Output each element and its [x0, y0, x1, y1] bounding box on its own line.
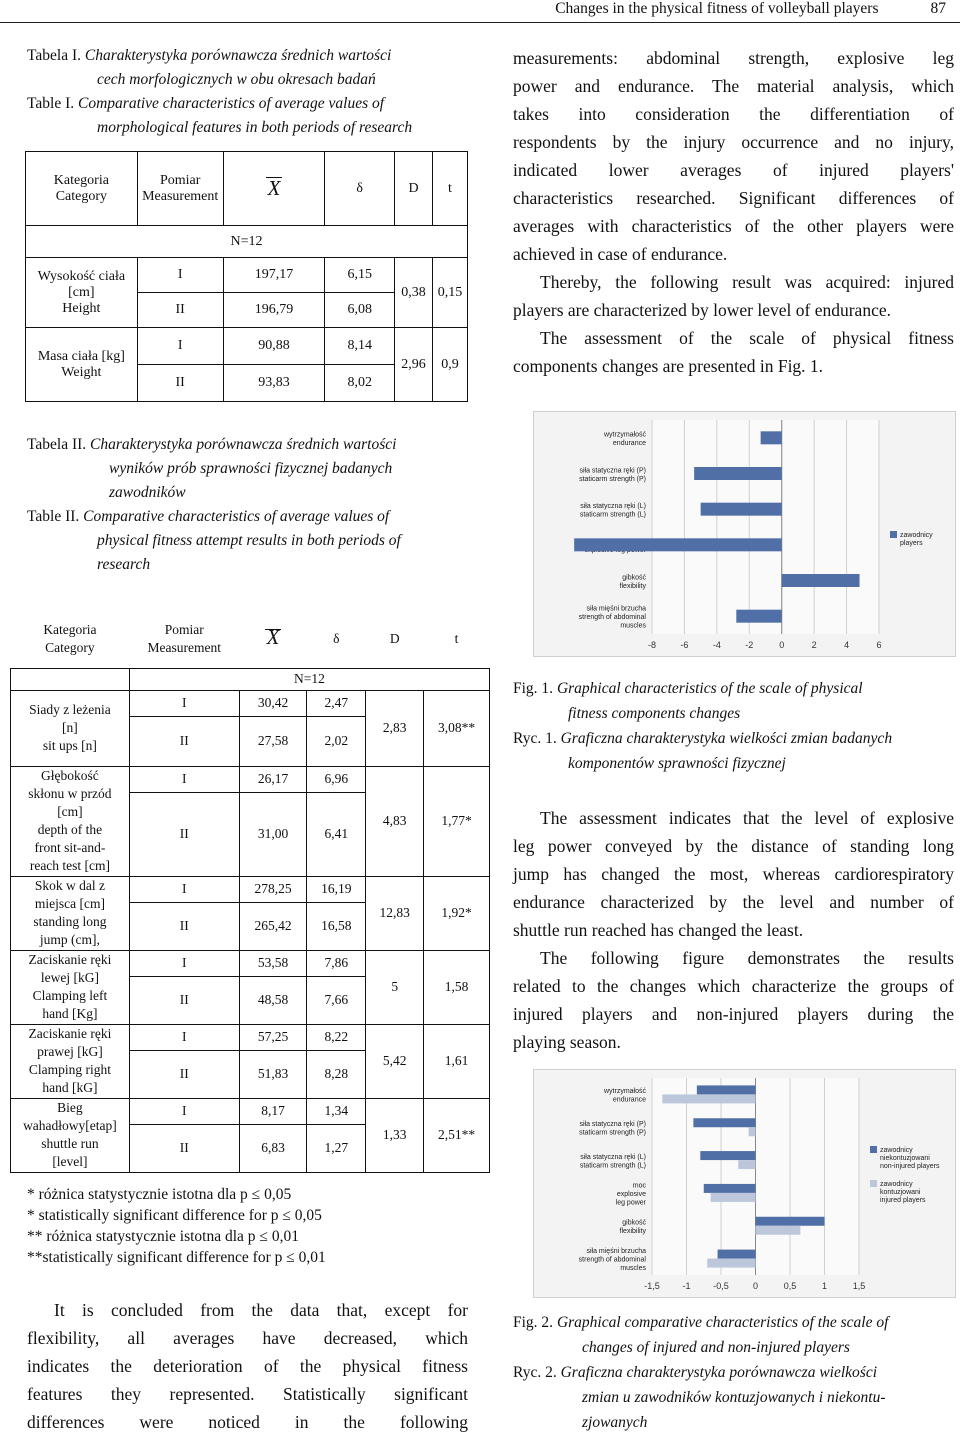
text-line: averages with characteristics of the other players were [513, 216, 954, 236]
category-label: staticarm strength (P) [579, 1129, 646, 1137]
header-rule [0, 22, 960, 23]
cat-line: wahadłowy[etap] [23, 1118, 117, 1133]
x-tick-label: 0 [752, 1281, 759, 1291]
cat-line: hand [kG] [42, 1080, 98, 1095]
sd-value: 6,08 [325, 293, 395, 328]
cat-line: lewej [kG] [40, 970, 99, 985]
category-label: gibkość [622, 1219, 646, 1227]
mean-value: 30,42 [239, 690, 307, 716]
table-row [26, 328, 468, 365]
page-number: 87 [930, 0, 946, 17]
text-line: endurance characterized by the level and number of [513, 892, 954, 912]
right-mid-text [513, 804, 954, 1056]
text-line: flexibility, all averages have decreased, which [27, 1328, 468, 1348]
category-label: staticarm strength (L) [579, 1162, 646, 1170]
table2-col-t: t [424, 610, 490, 668]
legend-swatch [890, 531, 897, 538]
table-row [11, 1098, 490, 1124]
mean-value: 48,58 [239, 976, 307, 1024]
table1-col-measure-pl: Pomiar [159, 172, 201, 188]
table2-header-row [11, 610, 490, 668]
category-label: wytrzymałość [603, 431, 646, 439]
table2-col-measure-en: Measurement [147, 639, 221, 655]
text-line: related to the changes which characterize the groups of [513, 976, 954, 996]
category-label: muscles [620, 622, 646, 630]
mean-value: 31,00 [239, 792, 307, 876]
cat-line: Wysokość ciała [37, 268, 126, 284]
cat-line: reach test [cm] [29, 858, 111, 873]
text-line: takes into consideration the differentiation of [513, 104, 954, 124]
d-value: 2,83 [366, 690, 424, 766]
mean-value: 26,17 [239, 766, 307, 792]
sd-value: 2,47 [307, 690, 366, 716]
category-label: wytrzymałość [603, 1088, 646, 1096]
d-value: 2,96 [395, 328, 433, 402]
table2-caption-en-1: Comparative characteristics of average values of [83, 508, 390, 525]
table1-col-mean [223, 152, 325, 226]
legend-label: niekontuzjowani [880, 1155, 930, 1162]
running-title: Changes in the physical fitness of volleyball players [555, 0, 879, 17]
text-line: Thereby, the following result was acquired: injured [540, 272, 954, 292]
x-tick-label: 0,5 [783, 1281, 797, 1291]
bar [782, 574, 860, 587]
period: I [137, 258, 223, 293]
t-value: 1,92* [424, 876, 490, 950]
text-line: players are characterized by lower level of endurance. [513, 300, 891, 320]
text-line: achieved in case of endurance. [513, 244, 728, 264]
t-value: 3,08** [424, 690, 490, 766]
legend-label: non-injured players [880, 1163, 940, 1170]
fig1-caption-en-prefix: Fig. 1. [513, 680, 554, 697]
category-label: flexibility [619, 582, 646, 590]
sd-value: 6,96 [307, 766, 366, 792]
period: I [129, 690, 239, 716]
table2 [10, 610, 490, 1173]
figure2 [533, 1069, 956, 1298]
d-value: 5,42 [366, 1024, 424, 1098]
bar [700, 1151, 755, 1160]
table1-col-category-pl: Kategoria [53, 172, 109, 188]
legend-label: zawodnicy [900, 532, 933, 539]
right-top-text [513, 44, 954, 380]
sd-value: 16,19 [307, 876, 366, 902]
period: II [137, 293, 223, 328]
text-line: playing season. [513, 1032, 621, 1052]
x-tick-label: 1,5 [852, 1281, 866, 1291]
bar [574, 538, 782, 551]
left-bottom-text [27, 1296, 468, 1436]
category-label: flexibility [619, 1228, 646, 1235]
text-line: power and endurance. The material analysis, which [513, 76, 954, 96]
bar [704, 1184, 756, 1193]
table2-col-measure-pl: Pomiar [164, 621, 204, 637]
footnote: * różnica statystycznie istotna dla p ≤ 0,05 [27, 1186, 292, 1203]
table2-col-delta: δ [307, 610, 366, 668]
table-row [11, 690, 490, 716]
category-label: siła statyczna ręki (P) [579, 467, 646, 475]
period: I [129, 766, 239, 792]
bar [697, 1085, 756, 1094]
fig2-caption-en-1: Graphical comparative characteristics of the scale of [556, 1314, 889, 1331]
fig1-caption-en-2: fitness components changes [568, 705, 741, 722]
legend-label: players [900, 540, 923, 547]
t-value: 1,77* [424, 766, 490, 876]
mean-value: 93,83 [223, 365, 325, 402]
category-label: leg power [615, 1199, 646, 1207]
sd-value: 7,86 [307, 950, 366, 976]
period: II [129, 716, 239, 766]
text-line: The assessment of the scale of physical fitness [540, 328, 954, 348]
sd-value: 1,34 [307, 1098, 366, 1124]
mean-value: 8,17 [239, 1098, 307, 1124]
legend-swatch [870, 1180, 877, 1187]
table2-col-category-en: Category [45, 639, 95, 655]
fig1-caption-pl-1: Graficzna charakterystyka wielkości zmian badanych [560, 730, 893, 747]
period: I [137, 328, 223, 365]
text-line: leg power conveyed by the distance of standing long [513, 836, 954, 856]
para-right-top-2 [513, 268, 954, 324]
x-tick-label: 1 [821, 1281, 828, 1291]
x-tick-label: 0 [779, 640, 785, 650]
cat-line: sit ups [n] [42, 738, 97, 753]
table1-caption-en-2: morphological features in both periods of research [97, 119, 413, 136]
footnote: **statistically significant difference for p ≤ 0,01 [27, 1249, 326, 1266]
table-row [11, 766, 490, 792]
mean-value: 53,58 [239, 950, 307, 976]
table1-row1-category [26, 258, 138, 328]
table2-col-measurement [129, 610, 239, 668]
cat-line: miejsca [cm] [34, 896, 105, 911]
text-line: jump has changed the most, whereas cardiorespiratory [513, 864, 954, 884]
figure2-chart [534, 1070, 955, 1297]
table1-col-t: t [433, 152, 468, 226]
bar [718, 1250, 756, 1259]
category-label: strength of abdominal [578, 1256, 646, 1264]
legend-label: injured players [880, 1197, 926, 1204]
period: I [129, 1098, 239, 1124]
sd-value: 6,15 [325, 258, 395, 293]
cat-line: Height [62, 300, 101, 316]
text-line: respondents by the injury occurrence and no injury, [513, 132, 954, 152]
table1-col-category-en: Category [55, 188, 108, 204]
cat-line: Zaciskanie ręki [28, 1026, 112, 1041]
table2-footnotes [27, 1184, 487, 1268]
cat-line: prawej [kG] [37, 1044, 103, 1059]
cat-line: [level] [52, 1154, 88, 1169]
table2-row5-category [11, 1024, 130, 1098]
cat-line: skłonu w przód [28, 786, 112, 801]
t-value: 0,15 [433, 258, 468, 328]
table1-row2-category [26, 328, 138, 402]
fig2-caption-pl-3: zjowanych [582, 1414, 648, 1431]
period: II [137, 365, 223, 402]
text-line: The following figure demonstrates the results [540, 948, 954, 968]
cat-line: jump (cm], [39, 932, 100, 947]
cat-line: Głębokość [41, 768, 99, 783]
t-value: 1,58 [424, 950, 490, 1024]
cat-line: [cm] [68, 284, 95, 300]
table1-col-measure-en: Measurement [142, 188, 219, 204]
sd-value: 8,14 [325, 328, 395, 365]
legend-label: zawodnicy [880, 1181, 913, 1188]
text-line: indicated lower averages of injured players' [513, 160, 954, 180]
cat-line: standing long [33, 914, 107, 929]
category-label: siła mięśni brzucha [586, 605, 646, 613]
cat-line: Zaciskanie ręki [28, 952, 112, 967]
category-label: muscles [620, 1265, 646, 1273]
category-label: siła statyczna ręki (P) [579, 1121, 646, 1128]
d-value: 5 [366, 950, 424, 1024]
figure1 [533, 411, 956, 657]
x-tick-label: -6 [680, 640, 689, 650]
bar [738, 1160, 755, 1169]
sd-value: 8,02 [325, 365, 395, 402]
table1-n-label: N=12 [26, 226, 468, 258]
table1-caption [27, 44, 477, 140]
fig2-caption-pl-1: Graficzna charakterystyka porównawcza wielkości [560, 1364, 878, 1381]
t-value: 1,61 [424, 1024, 490, 1098]
mean-value: 51,83 [239, 1050, 307, 1098]
period: II [129, 1124, 239, 1172]
fig2-caption-pl-2: zmian u zawodników kontuzjowanych i niekontu- [582, 1389, 886, 1406]
legend-label: zawodnicy [880, 1147, 913, 1154]
category-label: staticarm strength (L) [579, 511, 646, 519]
legend-label: kontuzjowani [880, 1189, 921, 1196]
mean-value: 6,83 [239, 1124, 307, 1172]
sd-value: 2,02 [307, 716, 366, 766]
table2-caption-en-2: physical fitness attempt results in both periods of [97, 532, 401, 549]
para-right-top-1 [513, 44, 954, 268]
period: II [129, 902, 239, 950]
bar [736, 610, 781, 623]
table-row [26, 258, 468, 293]
text-line: It is concluded from the data that, except for [54, 1300, 468, 1320]
fig1-caption-pl-2: komponentów sprawności fizycznej [568, 755, 786, 772]
cat-line: Bieg [57, 1100, 83, 1115]
text-line: characteristics researched. Significant differences of [513, 188, 954, 208]
table2-row2-category [11, 766, 130, 876]
sd-value: 6,41 [307, 792, 366, 876]
sd-value: 7,66 [307, 976, 366, 1024]
cat-line: [cm] [57, 804, 83, 819]
bar [694, 467, 782, 480]
period: I [129, 950, 239, 976]
mean-value: 265,42 [239, 902, 307, 950]
legend-swatch [870, 1146, 877, 1153]
category-label: endurance [612, 440, 646, 448]
x-tick-label: 4 [844, 640, 850, 650]
bar [756, 1226, 801, 1235]
footnote: ** różnica statystycznie istotna dla p ≤ 0,01 [27, 1228, 299, 1245]
para-right-top-3 [513, 324, 954, 380]
period: I [129, 1024, 239, 1050]
bar [761, 431, 782, 444]
x-tick-label: -1 [682, 1281, 691, 1291]
table2-caption-en-prefix: Table II. [27, 508, 80, 525]
table2-col-d: D [366, 610, 424, 668]
bar [756, 1217, 825, 1226]
cat-line: Clamping left [32, 988, 108, 1003]
bar [701, 503, 782, 516]
d-value: 4,83 [366, 766, 424, 876]
text-line: indicates the deterioration of the physical fitness [27, 1356, 468, 1376]
fig2-caption-en-2: changes of injured and non-injured players [582, 1339, 850, 1356]
table2-caption-pl-1: Charakterystyka porównawcza średnich wartości [90, 436, 397, 453]
cat-line: Masa ciała [kg] [37, 348, 125, 364]
fig1-caption-en-1: Graphical characteristics of the scale of physical [556, 680, 863, 697]
table2-row3-category [11, 876, 130, 950]
category-label: strength of abdominal [578, 614, 646, 622]
sd-value: 8,22 [307, 1024, 366, 1050]
cat-line: hand [Kg] [42, 1006, 98, 1021]
category-label: staticarm strength (P) [579, 475, 646, 483]
table-row [11, 950, 490, 976]
running-header [555, 0, 946, 18]
table2-col-mean [239, 610, 307, 668]
fig2-caption-pl-prefix: Ryc. 2. [513, 1364, 557, 1381]
bar [711, 1193, 756, 1202]
table2-col-category-pl: Kategoria [43, 621, 97, 637]
plot-area [652, 420, 879, 634]
cat-line: front sit-and- [34, 840, 106, 855]
text-line: The assessment indicates that the level of explosive [540, 808, 954, 828]
x-tick-label: -1,5 [644, 1281, 660, 1291]
d-value: 1,33 [366, 1098, 424, 1172]
bar [693, 1118, 755, 1127]
category-label: endurance [612, 1096, 646, 1104]
bar [749, 1127, 756, 1136]
table2-row6-category [11, 1098, 130, 1172]
table2-caption-en-3: research [97, 556, 151, 573]
period: II [129, 792, 239, 876]
bar [662, 1094, 755, 1103]
period: II [129, 976, 239, 1024]
text-line: components changes are presented in Fig. 1. [513, 356, 824, 376]
mean-value: 57,25 [239, 1024, 307, 1050]
x-tick-label: 2 [811, 640, 817, 650]
text-line: differences were noticed in the following [27, 1412, 468, 1432]
category-label: moc [632, 1182, 646, 1190]
table1 [25, 151, 468, 402]
mean-value: 197,17 [223, 258, 325, 293]
bar [707, 1259, 755, 1268]
sd-value: 8,28 [307, 1050, 366, 1098]
table1-col-category [26, 152, 138, 226]
mean-symbol: X [266, 625, 280, 650]
x-tick-label: -2 [745, 640, 754, 650]
table-row [11, 1024, 490, 1050]
figure1-caption [513, 676, 958, 776]
mean-value: 90,88 [223, 328, 325, 365]
cat-line: Siady z leżenia [29, 702, 111, 717]
mean-value: 278,25 [239, 876, 307, 902]
table1-col-delta: δ [325, 152, 395, 226]
cat-line: shuttle run [41, 1136, 99, 1151]
figure2-caption [513, 1310, 958, 1435]
table2-caption [27, 433, 477, 577]
table1-col-d: D [395, 152, 433, 226]
table2-caption-pl-2: wyników prób sprawności fizycznej badanych [109, 460, 393, 477]
text-line: features they represented. Statistically significant [27, 1384, 468, 1404]
table2-caption-pl-prefix: Tabela II. [27, 436, 87, 453]
figure1-chart [534, 412, 955, 656]
sd-value: 1,27 [307, 1124, 366, 1172]
t-value: 0,9 [433, 328, 468, 402]
category-label: gibkość [622, 574, 646, 582]
sd-value: 16,58 [307, 902, 366, 950]
cat-line: depth of the [37, 822, 103, 837]
period: I [129, 876, 239, 902]
category-label: siła mięśni brzucha [586, 1248, 646, 1256]
table1-caption-en-1: Comparative characteristics of average values of [78, 95, 385, 112]
d-value: 0,38 [395, 258, 433, 328]
mean-value: 27,58 [239, 716, 307, 766]
x-tick-label: -0,5 [713, 1281, 729, 1291]
fig1-caption-pl-prefix: Ryc. 1. [513, 730, 557, 747]
table1-col-measurement [137, 152, 223, 226]
cat-line: Weight [61, 364, 102, 380]
table2-caption-pl-3: zawodników [109, 484, 186, 501]
cat-line: [n] [62, 720, 78, 735]
cat-line: Clamping right [28, 1062, 111, 1077]
table1-caption-pl-prefix: Tabela I. [27, 47, 81, 64]
x-tick-label: 6 [876, 640, 882, 650]
table-row [11, 876, 490, 902]
mean-value: 196,79 [223, 293, 325, 328]
table2-col-category [11, 610, 130, 668]
cat-line: Skok w dal z [34, 878, 105, 893]
table1-caption-pl-1: Charakterystyka porównawcza średnich wartości [84, 47, 392, 64]
table2-row4-category [11, 950, 130, 1024]
table2-n-label: N=12 [129, 668, 489, 690]
footnote: * statistically significant difference for p ≤ 0,05 [27, 1207, 322, 1224]
table1-header-row [26, 152, 468, 226]
table2-row1-category [11, 690, 130, 766]
text-line: measurements: abdominal strength, explosive leg [513, 48, 954, 68]
table1-caption-pl-2: cech morfologicznych w obu okresach badań [97, 71, 376, 88]
d-value: 12,83 [366, 876, 424, 950]
t-value: 2,51** [424, 1098, 490, 1172]
table1-caption-en-prefix: Table I. [27, 95, 75, 112]
x-tick-label: -8 [647, 640, 657, 650]
mean-symbol: X [267, 176, 281, 200]
x-tick-label: -4 [712, 640, 721, 650]
category-label: explosive [616, 1190, 646, 1198]
category-label: siła statyczna ręki (L) [580, 502, 646, 510]
text-line: injured players and non-injured players during the [513, 1004, 954, 1024]
period: II [129, 1050, 239, 1098]
category-label: siła statyczna ręki (L) [580, 1153, 646, 1161]
fig2-caption-en-prefix: Fig. 2. [513, 1314, 554, 1331]
text-line: shuttle run reached has changed the least. [513, 920, 804, 940]
